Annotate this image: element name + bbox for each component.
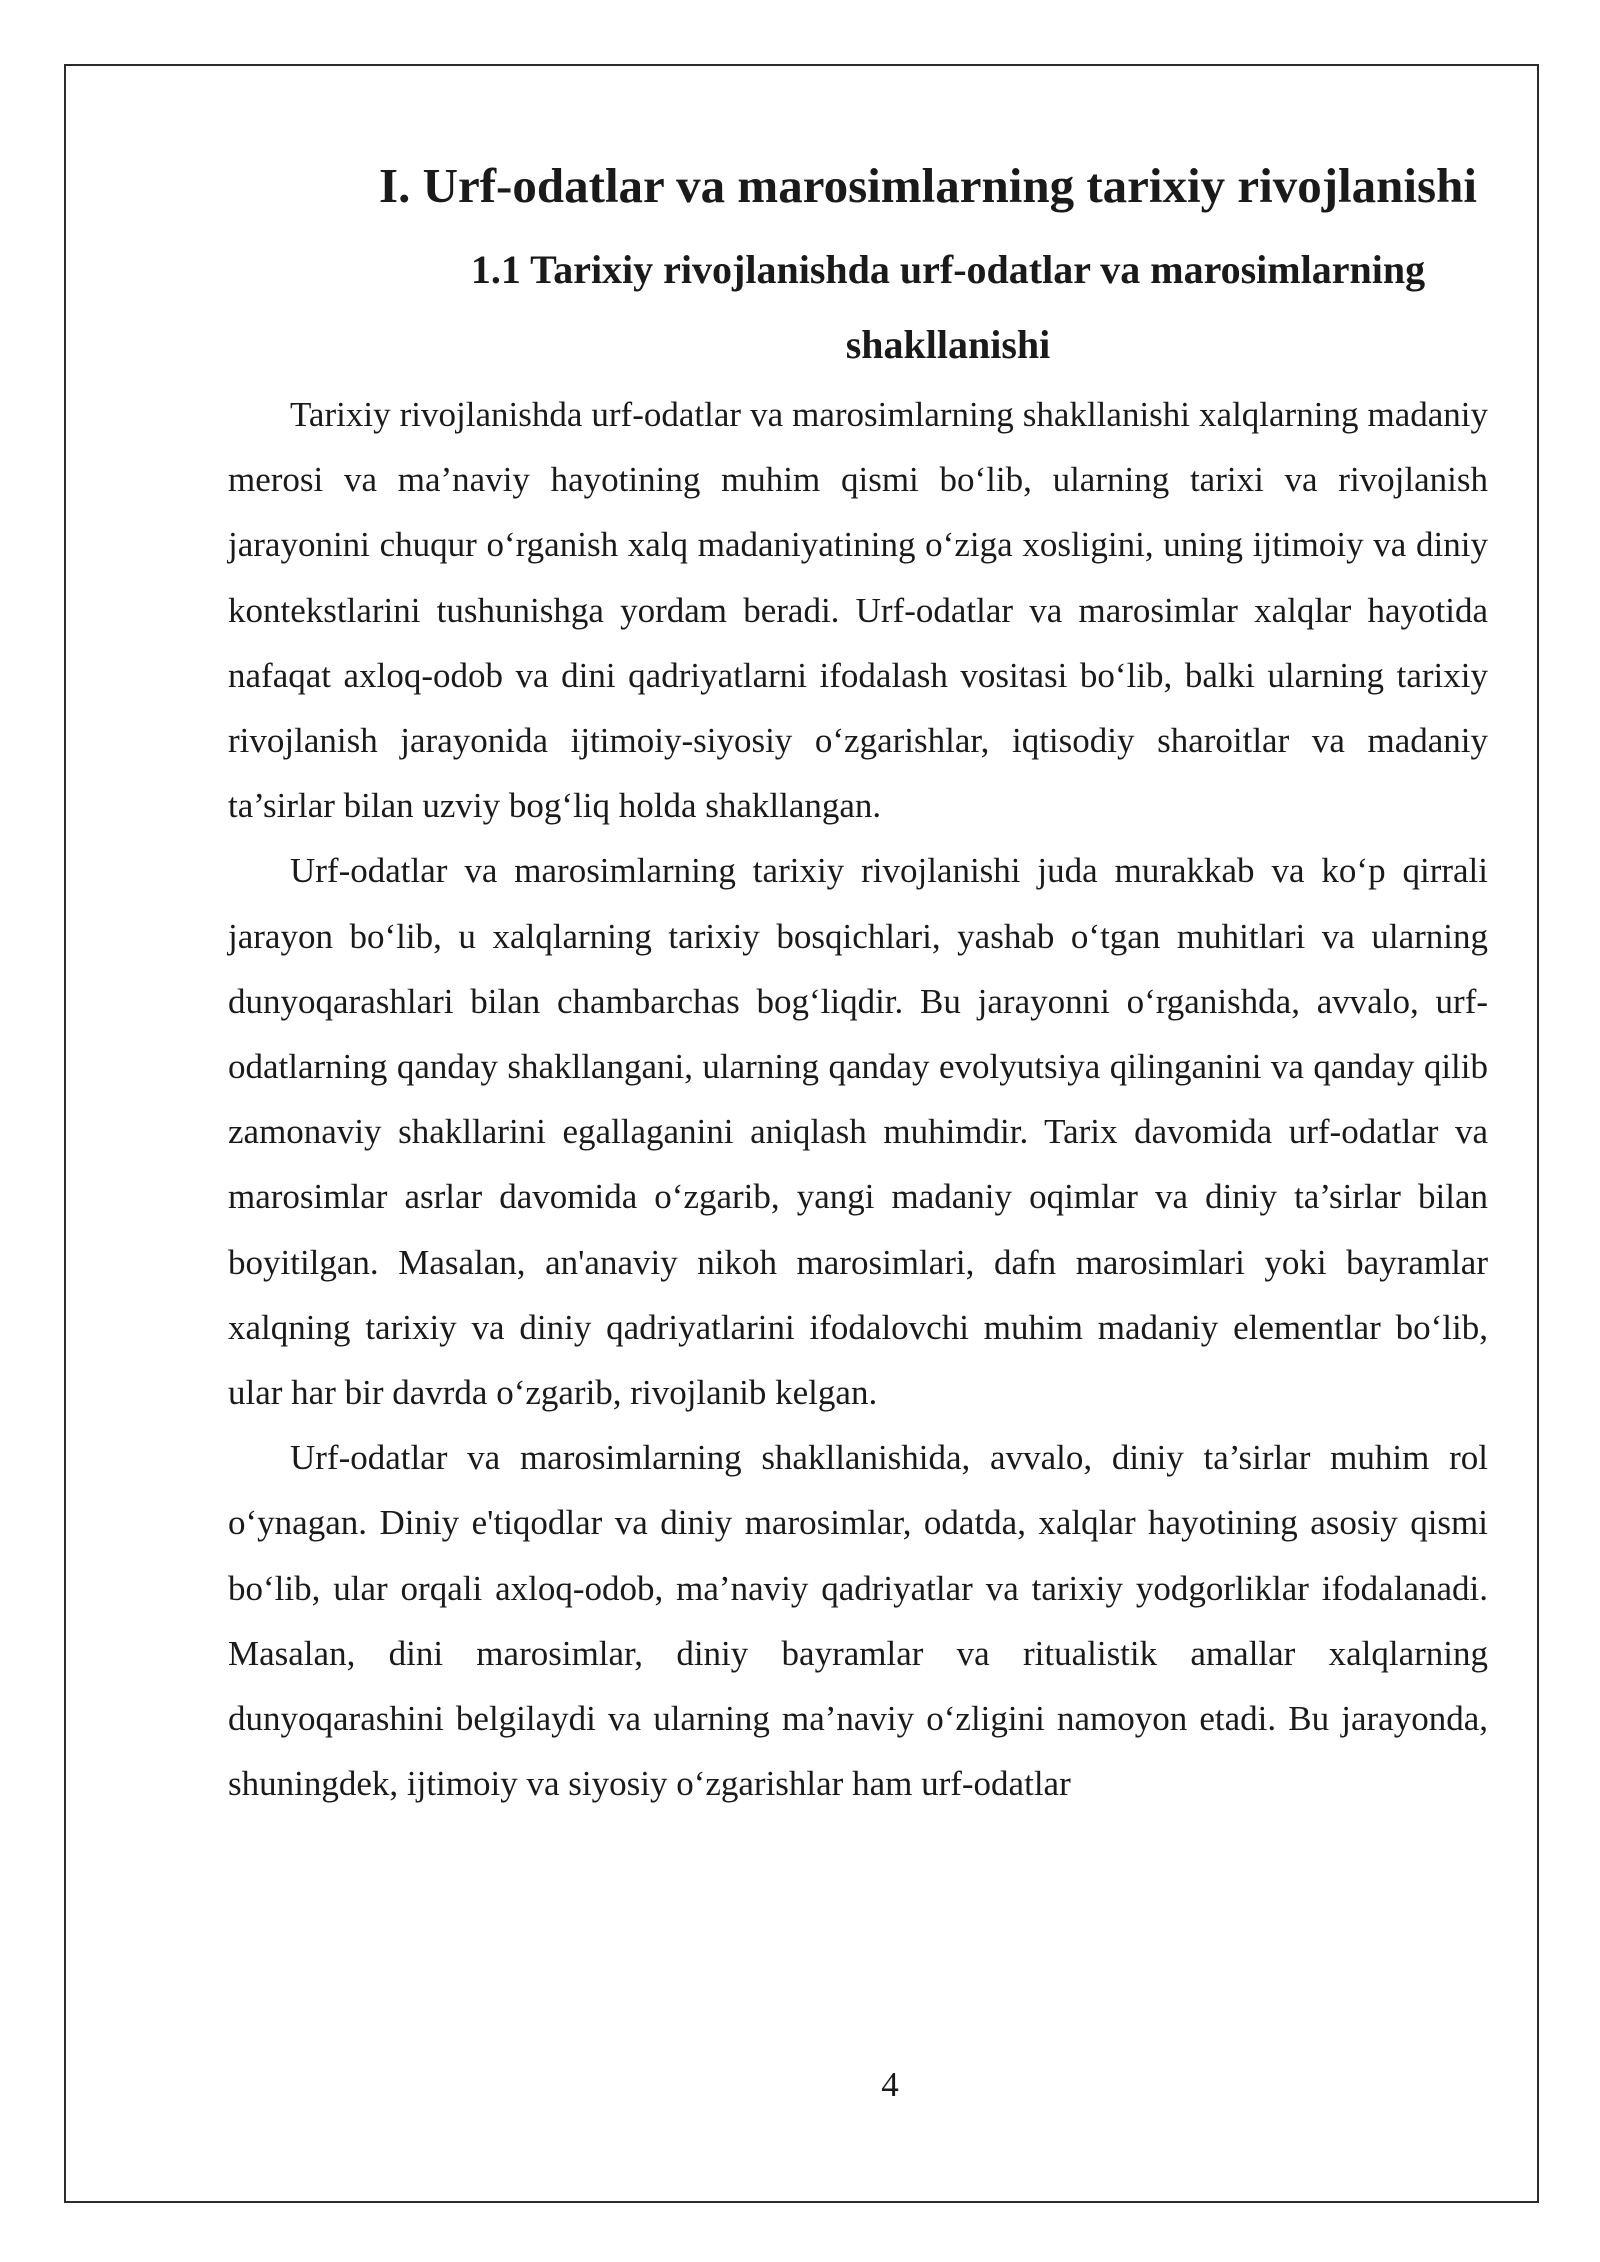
paragraph-2: Urf-odatlar va marosimlarning tarixiy rivojlanishi juda murakkab va ko‘p qirrali jarayon bo‘lib, u xalqlarning tarixiy bosqichlari, yashab o‘tgan muhitlari va ularning dunyoqarashlari bilan chambarchas bog‘liqdir. Bu jarayonni o‘rganishda, avvalo, urf-odatlarning qanday shakllangani, ularning qanday evolyutsiya qilinganini va qanday qilib zamonaviy shakllarini egallaganini aniqlash muhimdir. Tarix davomida urf-odatlar va marosimlar asrlar davomida o‘zgarib, yangi madaniy oqimlar va diniy ta’sirlar bilan boyitilgan. Masalan, an'anaviy nikoh marosimlari, dafn marosimlari yoki bayramlar xalqning tarixiy va diniy qadriyatlarini ifodalovchi muhim madaniy elementlar bo‘lib, ular har bir davrda o‘zgarib, rivojlanib kelgan. [228, 851, 1488, 1413]
document-body [228, 140, 1488, 1816]
page-number: 4 [881, 2065, 899, 2104]
paragraph-3: Urf-odatlar va marosimlarning shakllanishida, avvalo, diniy ta’sirlar muhim rol o‘ynagan. Diniy e'tiqodlar va diniy marosimlar, odatda, xalqlar hayotining asosiy qismi bo‘lib, ular orqali axloq-odob, ma’naviy qadriyatlar va tarixiy yodgorliklar ifodalanadi. Masalan, dini marosimlar, diniy bayramlar va ritualistik amallar xalqlarning dunyoqarashini belgilaydi va ularning ma’naviy o‘zligini namoyon etadi. Bu jarayonda, shuningdek, ijtimoiy va siyosiy o‘zgarishlar ham urf-odatlar [228, 1438, 1488, 1804]
section-title: 1.1 Tarixiy rivojlanishda urf-odatlar va marosimlarning shakllanishi [470, 247, 1426, 367]
chapter-title: I. Urf-odatlar va marosimlarning tarixiy rivojlanishi [379, 158, 1477, 213]
paragraph-1: Tarixiy rivojlanishda urf-odatlar va marosimlarning shakllanishi xalqlarning madaniy merosi va ma’naviy hayotining muhim qismi bo‘lib, ularning tarixi va rivojlanish jarayonini chuqur o‘rganish xalq madaniyatining o‘ziga xosligini, uning ijtimoiy va diniy kontekstlarini tushunishga yordam beradi. Urf-odatlar va marosimlar xalqlar hayotida nafaqat axloq-odob va dini qadriyatlarni ifodalash vositasi bo‘lib, balki ularning tarixiy rivojlanish jarayonida ijtimoiy-siyosiy o‘zgarishlar, iqtisodiy sharoitlar va madaniy ta’sirlar bilan uzviy bog‘liq holda shakllangan. [228, 395, 1488, 826]
